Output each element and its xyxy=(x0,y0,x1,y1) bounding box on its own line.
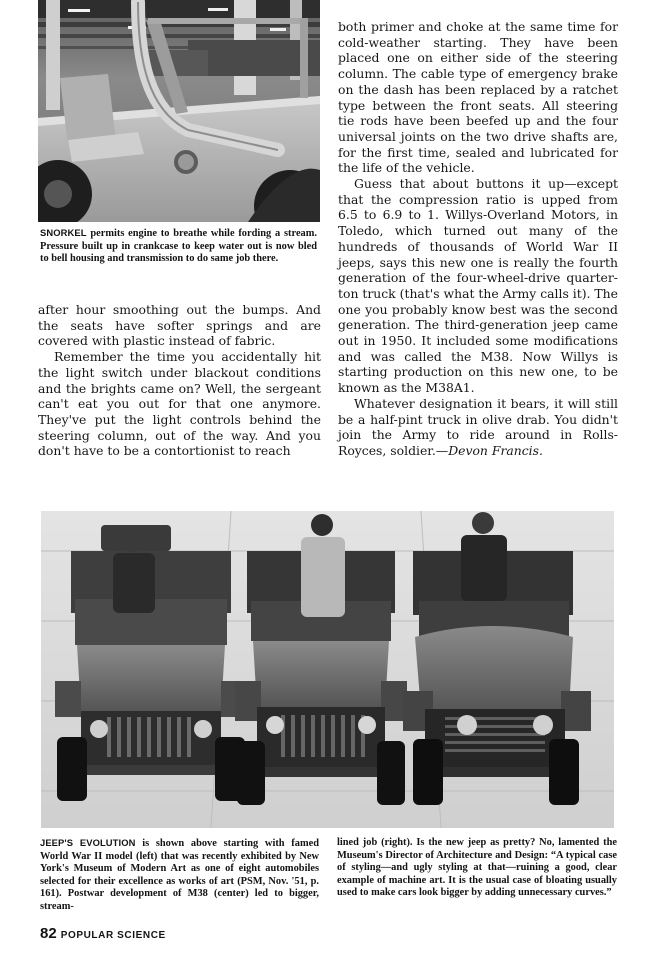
evolution-caption-col1 xyxy=(40,837,319,914)
right-paragraph-3-text: Whatever designation it bears, it will still be a half-pint truck in olive drab. You didn't join the Army to ride around in Rolls-Royces, soldier.— xyxy=(338,395,618,458)
publication-name: POPULAR SCIENCE xyxy=(60,930,166,941)
page-footer xyxy=(40,925,166,943)
snorkel-caption-lead: SNORKEL xyxy=(40,227,87,238)
right-paragraph-3 xyxy=(338,396,618,459)
snorkel-caption xyxy=(40,227,317,266)
right-column xyxy=(338,19,618,459)
evolution-caption-col2 xyxy=(337,837,617,900)
right-paragraph-2: Guess that about buttons it up—except that the compression ratio is upped from 6.5 to 6.9 to 1. Willys-Overland Motors, in Toledo, which turned out many of the hundreds of thousands of World War II jeeps, says this new one is really the fourth generation of the four-wheel-drive quarter-ton truck (that's what the Army calls it). The one you probably know best was the second generation. The third-generation jeep came out in 1950. It included some modifications and was called the M38. Now Willys is starting production on this new one, to be known as the M38A1. xyxy=(338,176,618,396)
right-paragraph-1: both primer and choke at the same time for cold-weather starting. They have been placed one on either side of the steering column. The cable type of emergency brake on the dash has been replaced by a ratchet type between the front seats. All steering tie rods have been beefed up and the four universal joints on the two drive shafts are, for the first time, sealed and lubricated for the life of the vehicle. xyxy=(338,19,618,176)
left-paragraph-1: after hour smoothing out the bumps. And the seats have softer springs and are covered with plastic instead of fabric. xyxy=(38,302,321,349)
snorkel-caption-text: permits engine to breathe while fording a stream. Pressure built up in crankcase to keep water out is now bled to bell housing and transmission to do same job there. xyxy=(40,228,317,265)
evolution-caption-lead: JEEP'S EVOLUTION xyxy=(40,837,136,848)
page-number: 82 xyxy=(40,925,57,942)
left-paragraph-2: Remember the time you accidentally hit the light switch under blackout conditions and the brights came on? Well, the sergeant can't eat you out for that one anymore. They've put the light controls behind the steering column, out of the way. And you don't have to be a contortionist to reach xyxy=(38,349,321,459)
jeep-evolution-photo xyxy=(41,511,614,828)
snorkel-jeep-photo xyxy=(38,0,320,222)
evolution-caption-text-1: is shown above starting with famed World War II model (left) that was recently exhibited by New York's Museum of Modern Art as one of eight automobiles selected for their excellence as works of art (PSM, Nov. '51, p. 161). Postwar development of M38 (center) led to bigger, stream- xyxy=(40,838,319,912)
evolution-caption-text-2: lined job (right). Is the new jeep as pretty? No, lamented the Museum's Director of Architecture and Design: “A typical case of styling—and ugly styling at that—ruining a good, clear example of machine art. It is the usual case of bloating usually used to make cars look bigger by adding unnecessary curves.” xyxy=(337,837,617,899)
left-column xyxy=(38,302,321,459)
author-byline: Devon Francis. xyxy=(448,442,543,458)
